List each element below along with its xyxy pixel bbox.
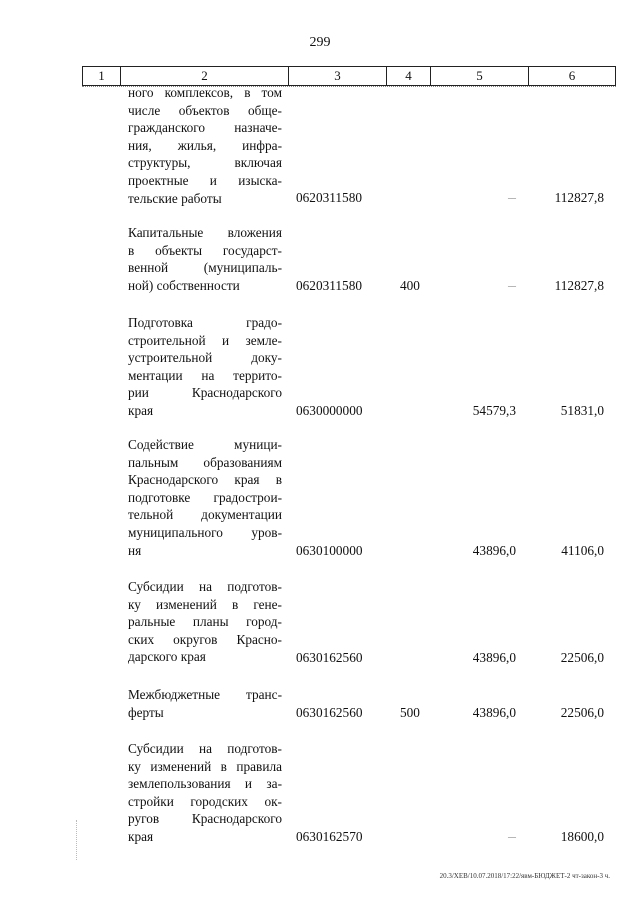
row-col5: 43896,0 bbox=[472, 705, 516, 720]
row-type: 500 bbox=[400, 705, 420, 720]
row-type: 400 bbox=[400, 278, 420, 293]
row-description: Подготовка градо- строительной и земле- устроительной доку- ментации на террито- рии Краснодарского края bbox=[128, 315, 282, 418]
row-code: 0630162560 bbox=[296, 650, 363, 665]
header-col-6: 6 bbox=[528, 67, 616, 85]
row-col5: 43896,0 bbox=[472, 650, 516, 665]
row-col6: 18600,0 bbox=[560, 829, 604, 844]
row-col6: 41106,0 bbox=[561, 543, 604, 558]
header-col-1: 1 bbox=[82, 67, 120, 85]
header-col-5: 5 bbox=[430, 67, 528, 85]
row-col5: 54579,3 bbox=[472, 403, 516, 418]
row-description: Содействие муници- пальным образованиям Краснодарского края в подготовке градострои- тельной документации муниципального уров- ня bbox=[128, 437, 282, 558]
row-description: Межбюджетные транс- ферты bbox=[128, 687, 282, 720]
row-code: 0630162560 bbox=[296, 705, 363, 720]
row-col5: — bbox=[508, 281, 516, 290]
header-col-4: 4 bbox=[386, 67, 430, 85]
header-col-3: 3 bbox=[288, 67, 386, 85]
row-description: ного комплексов, в том числе объектов обще- гражданского назначе- ния, жилья, инфра- структуры, включая проектные и изыска- тельские работы bbox=[128, 85, 282, 206]
header-col-2: 2 bbox=[120, 67, 288, 85]
row-code: 0620311580 bbox=[296, 278, 362, 293]
row-col5: 43896,0 bbox=[472, 543, 516, 558]
row-code: 0630000000 bbox=[296, 403, 363, 418]
document-footer: 20.3/XEB/10.07.2018/17:22/явм-БЮДЖЕТ-2 чт-закон-3 ч. bbox=[439, 872, 610, 880]
row-col6: 112827,8 bbox=[554, 278, 604, 293]
table-header bbox=[82, 66, 616, 86]
row-col5: — bbox=[508, 193, 516, 202]
row-description: Субсидии на подготов- ку изменений в правила землепользования и за- стройки городских ок- ругов Краснодарского края bbox=[128, 741, 282, 844]
row-col5: — bbox=[508, 832, 516, 841]
page-number: 299 bbox=[309, 35, 331, 50]
row-col6: 51831,0 bbox=[560, 403, 604, 418]
row-code: 0630100000 bbox=[296, 543, 363, 558]
row-col6: 22506,0 bbox=[560, 705, 604, 720]
row-code: 0630162570 bbox=[296, 829, 363, 844]
row-col6: 22506,0 bbox=[560, 650, 604, 665]
row-code: 0620311580 bbox=[296, 190, 362, 205]
margin-mark bbox=[76, 820, 78, 860]
row-description: Субсидии на подготов- ку изменений в гене- ральные планы город- ских округов Красно- дарского края bbox=[128, 579, 282, 665]
row-description: Капитальные вложения в объекты государст- венной (муниципаль- ной) собственности bbox=[128, 225, 282, 293]
row-col6: 112827,8 bbox=[554, 190, 604, 205]
